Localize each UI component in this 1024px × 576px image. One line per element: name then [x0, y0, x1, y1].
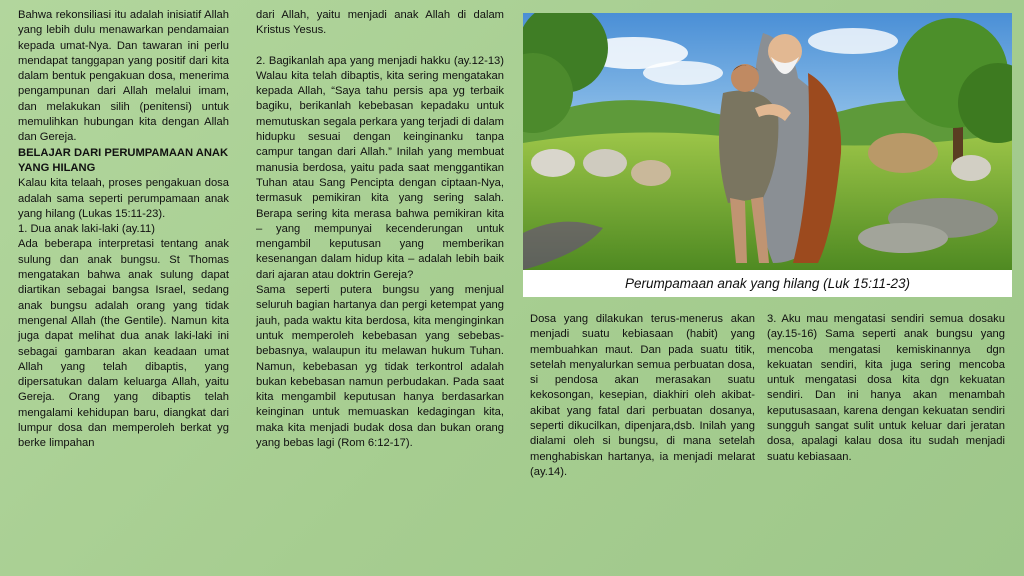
father-head [768, 34, 802, 68]
prodigal-son-illustration [523, 13, 1012, 270]
text-column-3 [530, 312, 755, 480]
son-head [731, 64, 759, 92]
illustration-figure [523, 13, 1012, 297]
paragraph-continuation: dari Allah, yaitu menjadi anak Allah di dalam Kristus Yesus. [256, 9, 504, 37]
sheep [868, 133, 938, 173]
text-column-1 [18, 8, 229, 452]
text-column-4 [767, 312, 1005, 465]
cloud [643, 61, 723, 85]
paragraph-younger-son: Sama seperti putera bungsu yang menjual seluruh bagian hartanya dan pergi ketempat yang jauh, pada waktu kita berdosa, kita menginginkan untuk memperoleh kebebasan yang sebebas-bebasnya, walaupun itu melawan hukum Tuhan. Namun, kebebasan yg tidak terkontrol adalah bukan kebebasan namun perbudakan. Pada saat kita mengambil keputusan hanya berdasarkan keinginan untuk memuaskan kedagingan kita, maka kita menjadi budak dosa dan bukan orang yang bebas lagi (Rom 6:12-17). [256, 284, 504, 450]
figure-caption: Perumpamaan anak yang hilang (Luk 15:11-23) [523, 270, 1012, 297]
sheep [531, 149, 575, 177]
rock [858, 223, 948, 253]
point-1-title: 1. Dua anak laki-laki (ay.11) [18, 223, 156, 236]
section-heading: BELAJAR DARI PERUMPAMAAN ANAK YANG HILANG [18, 146, 229, 174]
text-column-2 [256, 8, 504, 451]
paragraph-habit: Dosa yang dilakukan terus-menerus akan menjadi suatu kebiasaan (habit) yang membuahkan maut. Dan pada suatu titik, setelah menyalurkan semua perbuatan dosa, si pendosa akan merasakan suatu kekosongan, kesepian, diakhiri oleh akibat-akibat yang fatal dari perbuatan dosanya, seperti dikucilkan, dipenjara,dsb. Inilah yang dialami oleh si bungsu, di mana setelah menghabiskan hartanya, ia menjadi melarat (ay.14). [530, 313, 755, 478]
paragraph-point-2: 2. Bagikanlah apa yang menjadi hakku (ay.12-13) Walau kita telah dibaptis, kita sering mengatakan kepada Allah, “Saya tahu persis apa yg terbaik bagiku, berikanlah kebebasan kepadaku untuk memutuskan segala perkara yang terjadi di dalam hidupku sesuai dengan keinginanku tanpa campur tangan dari Allah.” Inilah yang membuat manusia berdosa, yaitu pada saat menggantikan Tuhan atau Sang Pencipta dengan ciptaan-Nya, termasuk pemikiran kita yang sering salah. Berapa sering kita merasa bahwa pemikiran kita – yang mempunyai kecenderungan untuk mengambil keputusan yang memberikan kesenangan dalam hidup kita – adalah lebih baik dari ajaran atau doktrin Gereja? [256, 54, 504, 281]
sheep [583, 149, 627, 177]
cloud [808, 28, 898, 54]
paragraph-gap [256, 39, 504, 54]
paragraph-point-3: 3. Aku mau mengatasi sendiri semua dosaku (ay.15-16) Sama seperti anak bungsu yang mencoba mengatasi kemiskinannya dgn kekuatan sendiri, kita juga sering mencoba untuk mengatasi dosa kita dgn kekuatan sendiri. Dan ini hanya akan menambah keputusasaan, karena dengan kekuatan sendiri sungguh sangat sulit untuk keluar dari jeratan dosa, apalagi kalau dosa itu sudah menjadi suatu kebiasaan. [767, 313, 1005, 463]
paragraph-reconciliation: Bahwa rekonsiliasi itu adalah inisiatif Allah yang lebih dulu menawarkan pendamaian kepada umat-Nya. Dan tawaran ini perlu mendapat tanggapan yang positif dari kita dalam bentuk pengakuan dosa, menerima pengampunan dari Allah melalui imam, dan melakukan silih (penitensi) untuk memulihkan hubungan kita dengan Allah dan Gereja. [18, 9, 229, 144]
paragraph-intro: Kalau kita telaah, proses pengakuan dosa adalah sama seperti perumpamaan anak yang hilang (Lukas 15:11-23). [18, 177, 229, 220]
sheep [951, 155, 991, 181]
paragraph-two-sons: Ada beberapa interpretasi tentang anak sulung dan anak bungsu. St Thomas mengatakan bahwa anak sulung dapat diartikan sebagai bangsa Israel, sedang anak bungsu adalah orang yang tidak mengenal Allah (the Gentile). Namun kita juga dapat melihat dua anak laki-laki ini sebagai gambaran akan keadaan umat Allah yang telah dibaptis, yang dipersatukan dalam keluarga Allah, yaitu Gereja. Orang yang dibaptis telah mengalami kehidupan baru, diangkat dari lumpur dosa dan memperoleh berkat yg berke limpahan [18, 238, 229, 450]
sheep [631, 160, 671, 186]
